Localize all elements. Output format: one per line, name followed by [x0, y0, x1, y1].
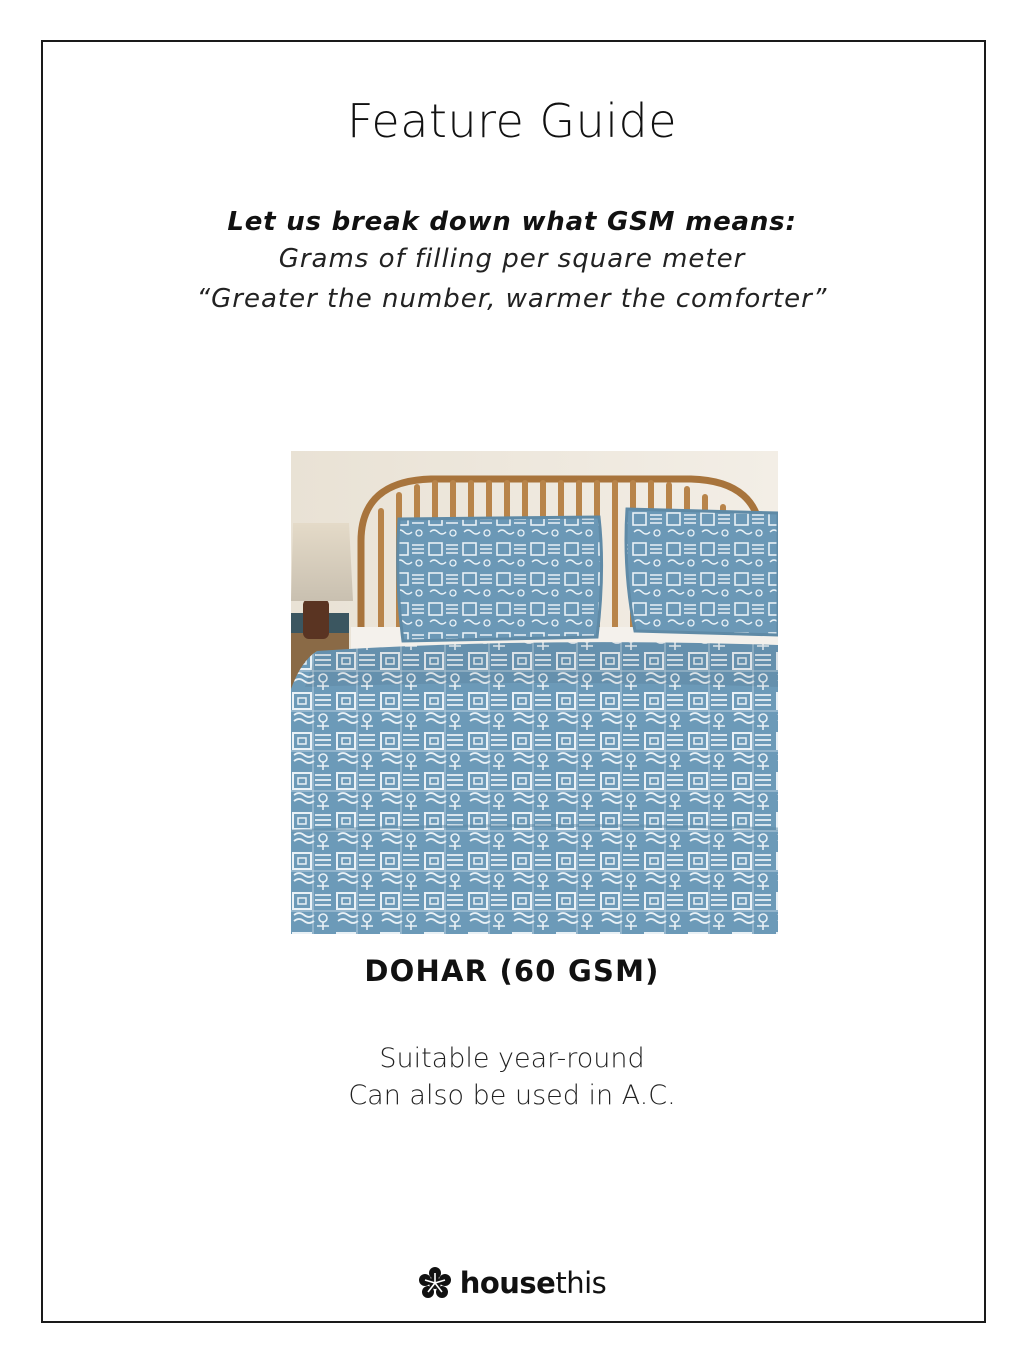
brand-name-bold: house: [459, 1266, 556, 1300]
brand-name-light: this: [555, 1266, 607, 1300]
brand-logo: [0, 1266, 1024, 1300]
gsm-intro: [0, 205, 1024, 319]
gsm-definition: Grams of filling per square meter: [278, 244, 746, 274]
brand-name: [460, 1266, 607, 1300]
product-features: [0, 1040, 1024, 1114]
product-image: [291, 451, 778, 934]
feature-line: Can also be used in A.C.: [348, 1080, 676, 1111]
gsm-quote: “Greater the number, warmer the comforter”: [196, 284, 828, 314]
brand-mark-icon: [418, 1266, 452, 1300]
feature-line: Suitable year-round: [379, 1043, 645, 1074]
gsm-intro-heading: Let us break down what GSM means:: [227, 207, 797, 237]
product-name: DOHAR (60 GSM): [364, 954, 660, 988]
page-title: Feature Guide: [346, 94, 678, 148]
